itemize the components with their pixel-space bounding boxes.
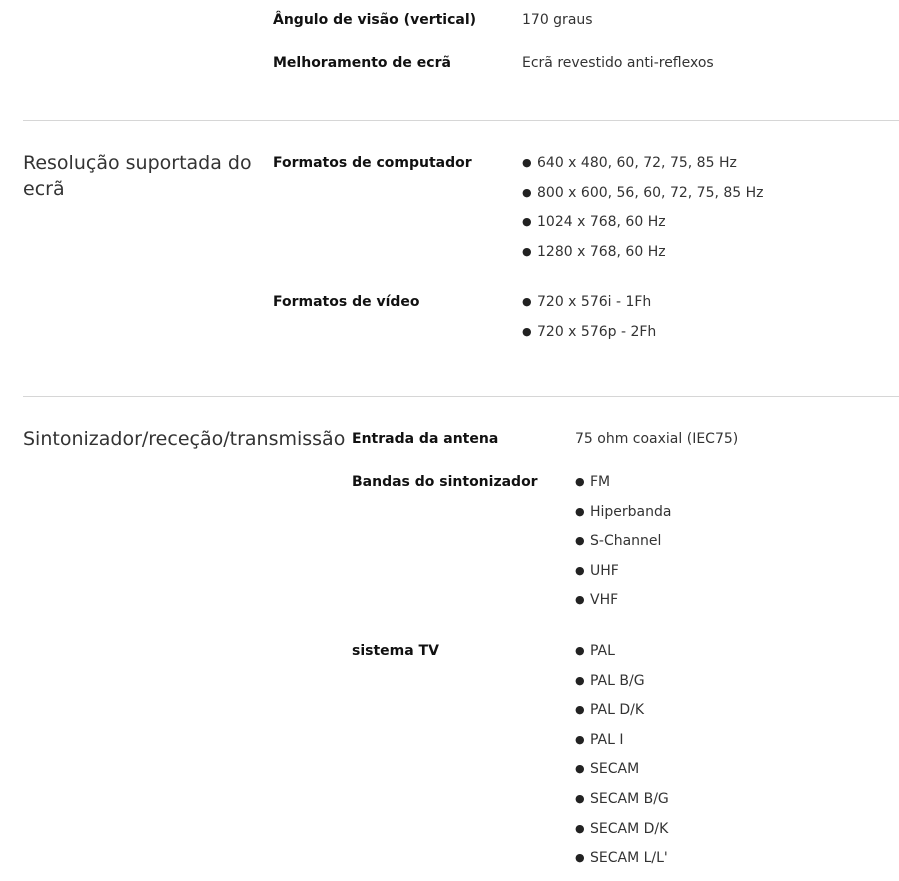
list-item: ● SECAM D/K: [575, 820, 669, 850]
spec-label-antenna-input: Entrada da antena: [352, 431, 499, 447]
section-title-tuner: Sintonizador/receção/transmissão: [23, 428, 346, 450]
spec-value-antenna-input: 75 ohm coaxial (IEC75): [575, 431, 739, 447]
video-formats-list: [522, 293, 656, 352]
section-divider: [23, 120, 899, 121]
list-item: ● PAL D/K: [575, 701, 669, 731]
list-item: ● 1280 x 768, 60 Hz: [522, 243, 764, 273]
list-item: ● SECAM L/L': [575, 849, 669, 879]
list-item: ● PAL B/G: [575, 672, 669, 702]
list-item: ● FM: [575, 473, 671, 503]
spec-label-viewing-angle: Ângulo de visão (vertical): [273, 12, 477, 28]
section-divider: [23, 396, 899, 397]
list-item: ● 800 x 600, 56, 60, 72, 75, 85 Hz: [522, 184, 764, 214]
list-item: ● 1024 x 768, 60 Hz: [522, 213, 764, 243]
tv-system-list: [575, 642, 669, 879]
spec-label-video-formats: Formatos de vídeo: [273, 294, 420, 310]
spec-label-tuner-bands: Bandas do sintonizador: [352, 474, 538, 490]
spec-value-viewing-angle: 170 graus: [522, 12, 593, 28]
computer-formats-list: [522, 154, 764, 272]
list-item: ● SECAM B/G: [575, 790, 669, 820]
tuner-bands-list: [575, 473, 671, 621]
list-item: ● PAL I: [575, 731, 669, 761]
list-item: ● S-Channel: [575, 532, 671, 562]
list-item: ● Hiperbanda: [575, 503, 671, 533]
list-item: ● 640 x 480, 60, 72, 75, 85 Hz: [522, 154, 764, 184]
spec-label-screen-enhancement: Melhoramento de ecrã: [273, 55, 451, 71]
spec-label-tv-system: sistema TV: [352, 643, 439, 659]
spec-label-computer-formats: Formatos de computador: [273, 155, 472, 171]
list-item: ● PAL: [575, 642, 669, 672]
section-title-resolution: Resolução suportada do ecrã: [23, 152, 252, 200]
list-item: ● 720 x 576i - 1Fh: [522, 293, 656, 323]
list-item: ● SECAM: [575, 760, 669, 790]
list-item: ● VHF: [575, 591, 671, 621]
list-item: ● UHF: [575, 562, 671, 592]
spec-value-screen-enhancement: Ecrã revestido anti-reflexos: [522, 55, 714, 71]
list-item: ● 720 x 576p - 2Fh: [522, 323, 656, 353]
